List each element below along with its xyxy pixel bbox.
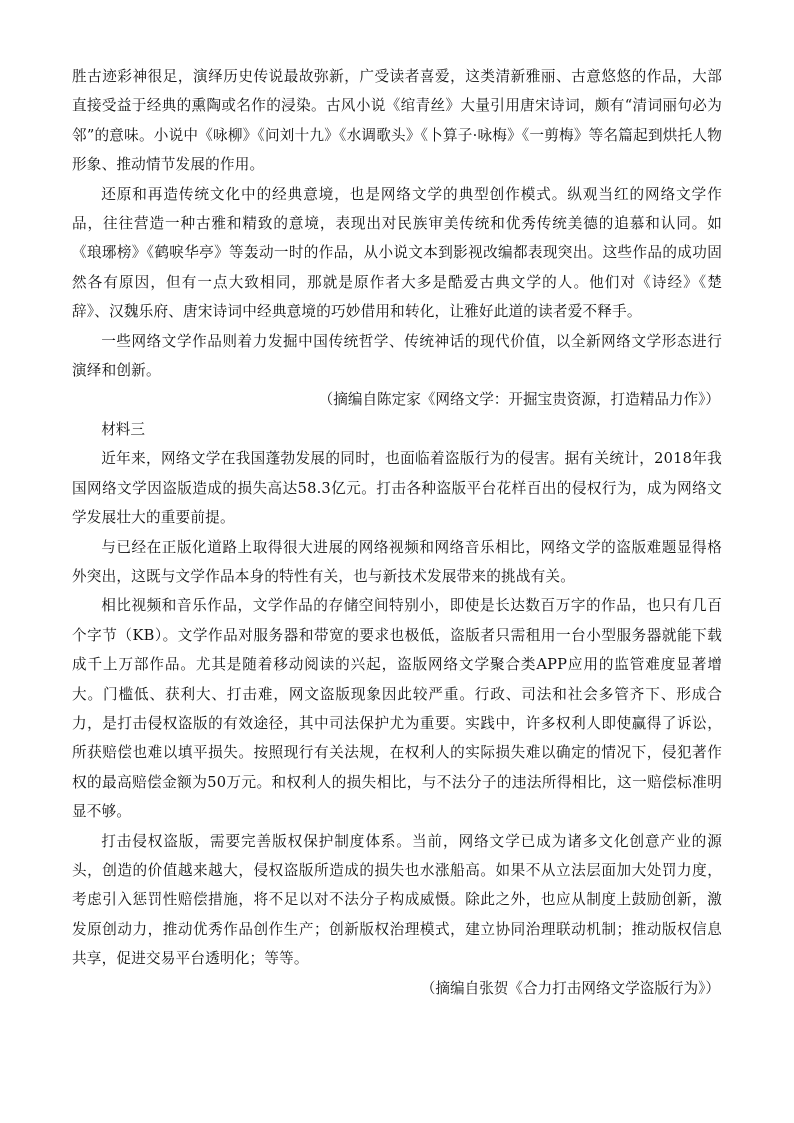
material-3-heading: 材料三 — [101, 420, 145, 438]
paragraph-classical-imagery: 还原和再造传统文化中的经典意境，也是网络文学的典型创作模式。纵观当红的网络文学作品，往往营造一种古雅和精致的意境，表现出对民族审美传统和优秀传统美德的追慕和认同。如《琅琊榜》《鹤唳华亭》等轰动一时的作品，从小说文本到影视改编都表现突出。这些作品的成功固然各有原因，但有一点大致相同，那就是原作者大多是酷爱古典文学的人。他们对《诗经》《楚辞》、汉魏乐府、唐宋诗词中经典意境的巧妙借用和转化，让雅好此道的读者爱不释手。 — [72, 185, 722, 321]
paragraph-traditional-philosophy: 一些网络文学作品则着力发掘中国传统哲学、传统神话的现代价值，以全新网络文学形态进行演绎和创新。 — [72, 332, 722, 380]
source-citation-2: （摘编自张贺《合力打击网络文学盗版行为》） — [420, 979, 720, 997]
source-citation-1: （摘编自陈定家《网络文学：开掘宝贵资源，打造精品力作》） — [318, 391, 720, 409]
document-body — [72, 62, 722, 1003]
paragraph-piracy-causes: 相比视频和音乐作品，文学作品的存储空间特别小，即使是长达数百万字的作品，也只有几百个字节（KB）。文学作品对服务器和带宽的要求也极低，盗版者只需租用一台小型服务器就能下载成千上万部作品。尤其是随着移动阅读的兴起，盗版网络文学聚合类APP应用的监管难度显著增大。门槛低、获利大、打击难，网文盗版现象因此较严重。行政、司法和社会多管齐下、形成合力，是打击侵权盗版的有效途径，其中司法保护尤为重要。实践中，许多权利人即使赢得了诉讼，所获赔偿也难以填平损失。按照现行有关法规，在权利人的实际损失难以确定的情况下，侵犯著作权的最高赔偿金额为50万元。和权利人的损失相比，与不法分子的违法所得相比，这一赔偿标准明显不够。 — [72, 597, 722, 821]
paragraph-piracy-losses: 近年来，网络文学在我国蓬勃发展的同时，也面临着盗版行为的侵害。据有关统计，2018年我国网络文学因盗版造成的损失高达58.3亿元。打击各种盗版平台花样百出的侵权行为，成为网络文学发展壮大的重要前提。 — [72, 450, 722, 527]
paragraph-copyright-system: 打击侵权盗版，需要完善版权保护制度体系。当前，网络文学已成为诸多文化创意产业的源头，创造的价值越来越大，侵权盗版所造成的损失也水涨船高。如果不从立法层面加大处罚力度，考虑引入惩罚性赔偿措施，将不足以对不法分子构成威慑。除此之外，也应从制度上鼓励创新，激发原创动力，推动优秀作品创作生产；创新版权治理模式，建立协同治理联动机制；推动版权信息共享，促进交易平台透明化；等等。 — [72, 832, 722, 968]
paragraph-piracy-comparison: 与已经在正版化道路上取得很大进展的网络视频和网络音乐相比，网络文学的盗版难题显得格外突出，这既与文学作品本身的特性有关，也与新技术发展带来的挑战有关。 — [72, 538, 722, 585]
paragraph-continued: 胜古迹彩神很足，演绎历史传说最故弥新，广受读者喜爱，这类清新雅丽、古意悠悠的作品，大部直接受益于经典的熏陶或名作的浸染。古风小说《绾青丝》大量引用唐宋诗词，颇有“清词丽句必为邻”的意味。小说中《咏柳》《问刘十九》《水调歌头》《卜算子·咏梅》《一剪梅》等名篇起到烘托人物形象、推动情节发展的作用。 — [72, 68, 722, 174]
